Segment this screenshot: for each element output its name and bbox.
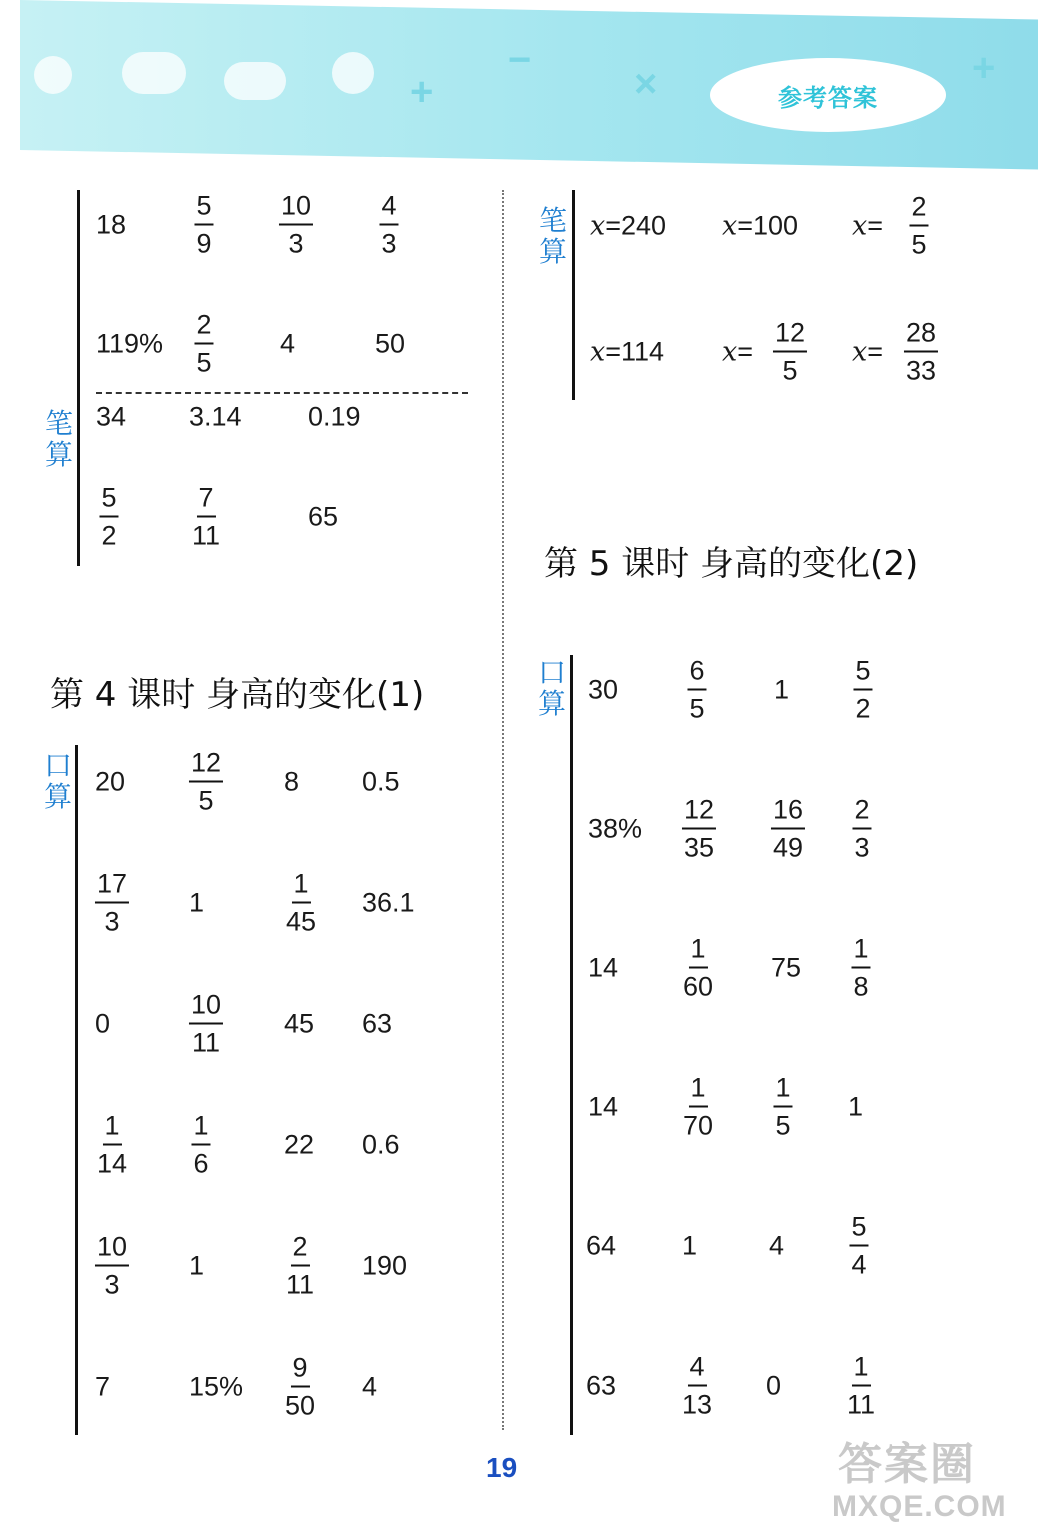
cloud-icon: [122, 52, 186, 94]
fraction: $\frac{10}{11}$: [190, 989, 222, 1058]
bisuan-label: 笔 算: [44, 408, 73, 470]
fraction: $\frac{12}{5}$: [190, 747, 222, 816]
fraction: $\frac{17}{3}$: [96, 868, 128, 937]
grid-value: 7: [95, 1371, 111, 1402]
section-dashed-divider: [96, 392, 468, 394]
fraction: $\frac{4}{13}$: [681, 1351, 713, 1420]
fraction: $\frac{1}{60}$: [682, 933, 714, 1002]
fraction: $\frac{2}{5}$: [196, 309, 212, 378]
column-divider: [502, 190, 504, 1430]
grid-value: 63: [586, 1370, 617, 1401]
grid-value: 4: [769, 1230, 785, 1261]
fraction: $\frac{1}{14}$: [96, 1110, 128, 1179]
grid-value: 20: [95, 766, 126, 797]
grid-value: 50: [375, 328, 406, 359]
fraction: $\frac{7}{11}$: [191, 482, 221, 551]
grid-value: 63: [362, 1008, 393, 1039]
grid-value: 1: [774, 674, 790, 705]
circle-icon: [34, 56, 72, 94]
kousuan-label: 口 算: [537, 657, 566, 719]
grid-value: 30: [588, 674, 619, 705]
fraction: $\frac{2}{11}$: [285, 1231, 315, 1300]
grid-value: 38%: [588, 813, 643, 844]
grid-value: 1: [189, 1250, 205, 1281]
grid-value: 3.14: [189, 401, 242, 432]
minus-icon: −: [508, 38, 532, 82]
fraction: $\frac{10}{3}$: [280, 190, 312, 259]
grid-value: 18: [96, 209, 127, 240]
grid-value: 4: [362, 1371, 378, 1402]
fraction: $\frac{2}{5}$: [911, 191, 927, 260]
fraction: $\frac{4}{3}$: [381, 190, 397, 259]
grid-value: 0.19: [308, 401, 361, 432]
fraction: $\frac{6}{5}$: [689, 655, 705, 724]
fraction: $\frac{1}{6}$: [193, 1110, 209, 1179]
bisuan-label: 笔 算: [538, 205, 567, 267]
sun-icon: [332, 52, 374, 94]
equation: x=100: [722, 210, 799, 242]
grid-value: 0: [95, 1008, 111, 1039]
fraction: $\frac{1}{11}$: [846, 1351, 876, 1420]
grid-value: 14: [588, 952, 619, 983]
grid-value: 65: [308, 501, 339, 532]
equation: x=: [852, 210, 884, 242]
cloud-icon: [224, 62, 286, 100]
kousuan-label: 口 算: [43, 750, 72, 812]
equation: x=: [722, 336, 754, 368]
equation: x=240: [590, 210, 667, 242]
bisuan-left-rule: [77, 190, 80, 566]
grid-value: 119%: [96, 328, 164, 359]
grid-value: 1: [682, 1230, 698, 1261]
fraction: $\frac{9}{50}$: [284, 1352, 316, 1421]
equation: x=: [852, 336, 884, 368]
grid-value: 34: [96, 401, 127, 432]
grid-value: 14: [588, 1091, 619, 1122]
fraction: $\frac{1}{8}$: [853, 933, 869, 1002]
watermark-url: MXQE.COM: [832, 1490, 1007, 1523]
fraction: $\frac{28}{33}$: [905, 317, 937, 386]
page-number: 19: [486, 1452, 518, 1483]
fraction: $\frac{12}{5}$: [774, 317, 806, 386]
answer-key-badge: 参考答案: [710, 58, 946, 132]
grid-value: 15%: [189, 1371, 244, 1402]
grid-value: 36.1: [362, 887, 415, 918]
plus-icon: +: [410, 70, 434, 114]
lesson-5-title: 第 5 课时 身高的变化(2): [544, 544, 919, 584]
fraction: $\frac{1}{70}$: [682, 1072, 714, 1141]
fraction: $\frac{5}{9}$: [196, 190, 212, 259]
grid-value: 45: [284, 1008, 315, 1039]
equation: x=114: [590, 336, 665, 368]
grid-value: 190: [362, 1250, 408, 1281]
grid-value: 4: [280, 328, 296, 359]
grid-value: 0.5: [362, 766, 400, 797]
fraction: $\frac{1}{5}$: [775, 1072, 791, 1141]
fraction: $\frac{1}{45}$: [285, 868, 317, 937]
grid-value: 0.6: [362, 1129, 400, 1160]
fraction: $\frac{16}{49}$: [772, 794, 804, 863]
fraction: $\frac{5}{2}$: [101, 482, 117, 551]
fraction: $\frac{5}{2}$: [855, 655, 871, 724]
fraction: $\frac{2}{3}$: [854, 794, 870, 863]
watermark-logo: 答案圈: [838, 1440, 976, 1489]
grid-value: 1: [189, 887, 205, 918]
kousuan-left-rule: [75, 745, 78, 1435]
times-icon: ×: [634, 62, 658, 106]
fraction: $\frac{5}{4}$: [851, 1211, 867, 1280]
grid-value: 22: [284, 1129, 315, 1160]
plus-icon: +: [972, 46, 996, 90]
lesson-4-title: 第 4 课时 身高的变化(1): [50, 675, 425, 715]
grid-value: 64: [586, 1230, 617, 1261]
kousuan-right-rule: [570, 655, 573, 1435]
grid-value: 8: [284, 766, 300, 797]
grid-value: 0: [766, 1370, 782, 1401]
bisuan-right-rule: [572, 190, 575, 400]
grid-value: 75: [771, 952, 802, 983]
fraction: $\frac{12}{35}$: [683, 794, 715, 863]
grid-value: 1: [848, 1091, 864, 1122]
fraction: $\frac{10}{3}$: [96, 1231, 128, 1300]
